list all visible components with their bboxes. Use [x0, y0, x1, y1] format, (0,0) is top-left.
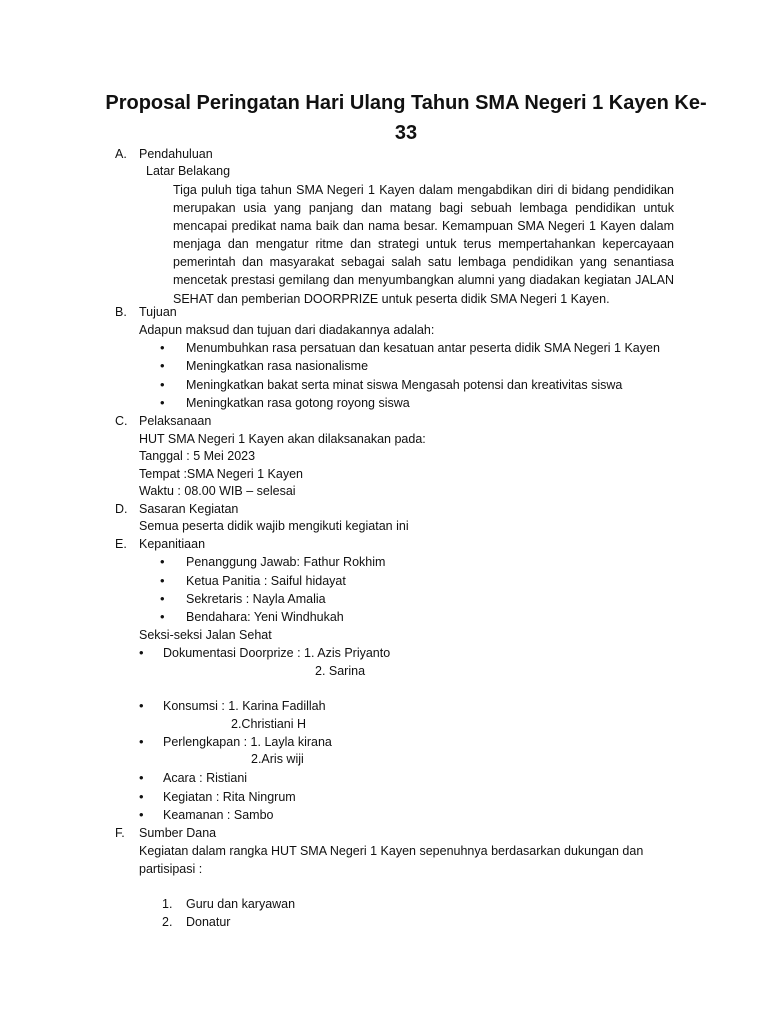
- bullet-icon: •: [139, 645, 144, 660]
- seksi-dokumentasi: Dokumentasi Doorprize : 1. Azis Priyanto: [163, 646, 391, 660]
- bullet-icon: •: [160, 340, 165, 355]
- bullet-icon: •: [139, 770, 144, 785]
- list-item: Meningkatkan rasa gotong royong siswa: [186, 396, 410, 410]
- list-item: Meningkatkan bakat serta minat siswa Mengasah potensi dan kreativitas siswa: [186, 378, 623, 392]
- list-item: Meningkatkan rasa nasionalisme: [186, 359, 369, 373]
- bullet-icon: •: [160, 591, 165, 606]
- section-e-letter: E.: [115, 537, 127, 551]
- section-b-letter: B.: [115, 305, 127, 319]
- section-d-letter: D.: [115, 502, 128, 516]
- numbered-list-item: Guru dan karyawan: [186, 897, 296, 911]
- section-a-heading: Pendahuluan: [139, 147, 213, 161]
- seksi-perlengkapan: Perlengkapan : 1. Layla kirana: [163, 735, 332, 749]
- section-a-paragraph: Tiga puluh tiga tahun SMA Negeri 1 Kayen dalam mengabdikan diri di bidang pendidikan merupakan usia yang panjang dan matang bagi sebuah lembaga pendidikan untuk mencapai predikat nama baik dan nama besar. Kemampuan SMA Negeri 1 Kayen dalam menjaga dan mengatur ritme dan strategi untuk terus mempertahankan kepercayaan pemerintah dan masyarakat sebagai salah satu lembaga pendidikan yang senantiasa mencetak prestasi gemilang dan menyumbangkan alumni yang diadakan kegiatan JALAN SEHAT dan pemberian DOORPRIZE untuk peserta didik SMA Negeri 1 Kayen.: [173, 183, 674, 306]
- list-item: Ketua Panitia : Saiful hidayat: [186, 574, 346, 588]
- section-c-place: Tempat :SMA Negeri 1 Kayen: [139, 467, 303, 481]
- section-f-heading: Sumber Dana: [139, 826, 217, 840]
- section-c-letter: C.: [115, 414, 128, 428]
- seksi-konsumsi: Konsumsi : 1. Karina Fadillah: [163, 699, 326, 713]
- section-a-subheading: Latar Belakang: [146, 164, 231, 178]
- bullet-icon: •: [160, 554, 165, 569]
- seksi-kegiatan: Kegiatan : Rita Ningrum: [163, 790, 296, 804]
- section-c-date: Tanggal : 5 Mei 2023: [139, 449, 256, 463]
- section-c-line: HUT SMA Negeri 1 Kayen akan dilaksanakan pada:: [139, 432, 426, 446]
- bullet-icon: •: [139, 807, 144, 822]
- section-f-text-line2: partisipasi :: [139, 862, 203, 876]
- bullet-icon: •: [160, 377, 165, 392]
- bullet-icon: •: [139, 734, 144, 749]
- section-d-heading: Sasaran Kegiatan: [139, 502, 239, 516]
- section-a-letter: A.: [115, 147, 127, 161]
- section-c-heading: Pelaksanaan: [139, 414, 212, 428]
- section-e-heading: Kepanitiaan: [139, 537, 206, 551]
- list-item: Menumbuhkan rasa persatuan dan kesatuan antar peserta didik SMA Negeri 1 Kayen: [186, 341, 660, 355]
- bullet-icon: •: [139, 698, 144, 713]
- bullet-icon: •: [160, 358, 165, 373]
- numbered-list-item: Donatur: [186, 915, 231, 929]
- section-c-time: Waktu : 08.00 WIB – selesai: [139, 484, 296, 498]
- numbered-list-marker: 2.: [162, 915, 173, 929]
- section-f-letter: F.: [115, 826, 125, 840]
- bullet-icon: •: [160, 609, 165, 624]
- section-b-intro: Adapun maksud dan tujuan dari diadakannya adalah:: [139, 323, 435, 337]
- section-d-text: Semua peserta didik wajib mengikuti kegiatan ini: [139, 519, 409, 533]
- bullet-icon: •: [139, 789, 144, 804]
- seksi-acara: Acara : Ristiani: [163, 771, 248, 785]
- seksi-keamanan: Keamanan : Sambo: [163, 808, 274, 822]
- seksi-dokumentasi-2: 2. Sarina: [315, 664, 366, 678]
- page-title: Proposal Peringatan Hari Ulang Tahun SMA Negeri 1 Kayen Ke-33: [105, 92, 707, 144]
- list-item: Penanggung Jawab: Fathur Rokhim: [186, 555, 386, 569]
- section-b-heading: Tujuan: [139, 305, 177, 319]
- bullet-icon: •: [160, 395, 165, 410]
- list-item: Bendahara: Yeni Windhukah: [186, 610, 344, 624]
- bullet-icon: •: [160, 573, 165, 588]
- list-item: Sekretaris : Nayla Amalia: [186, 592, 326, 606]
- seksi-perlengkapan-2: 2.Aris wiji: [251, 752, 304, 766]
- seksi-konsumsi-2: 2.Christiani H: [231, 717, 307, 731]
- numbered-list-marker: 1.: [162, 897, 173, 911]
- section-f-text-line1: Kegiatan dalam rangka HUT SMA Negeri 1 Kayen sepenuhnya berdasarkan dukungan dan: [139, 844, 644, 858]
- seksi-heading: Seksi-seksi Jalan Sehat: [139, 628, 272, 642]
